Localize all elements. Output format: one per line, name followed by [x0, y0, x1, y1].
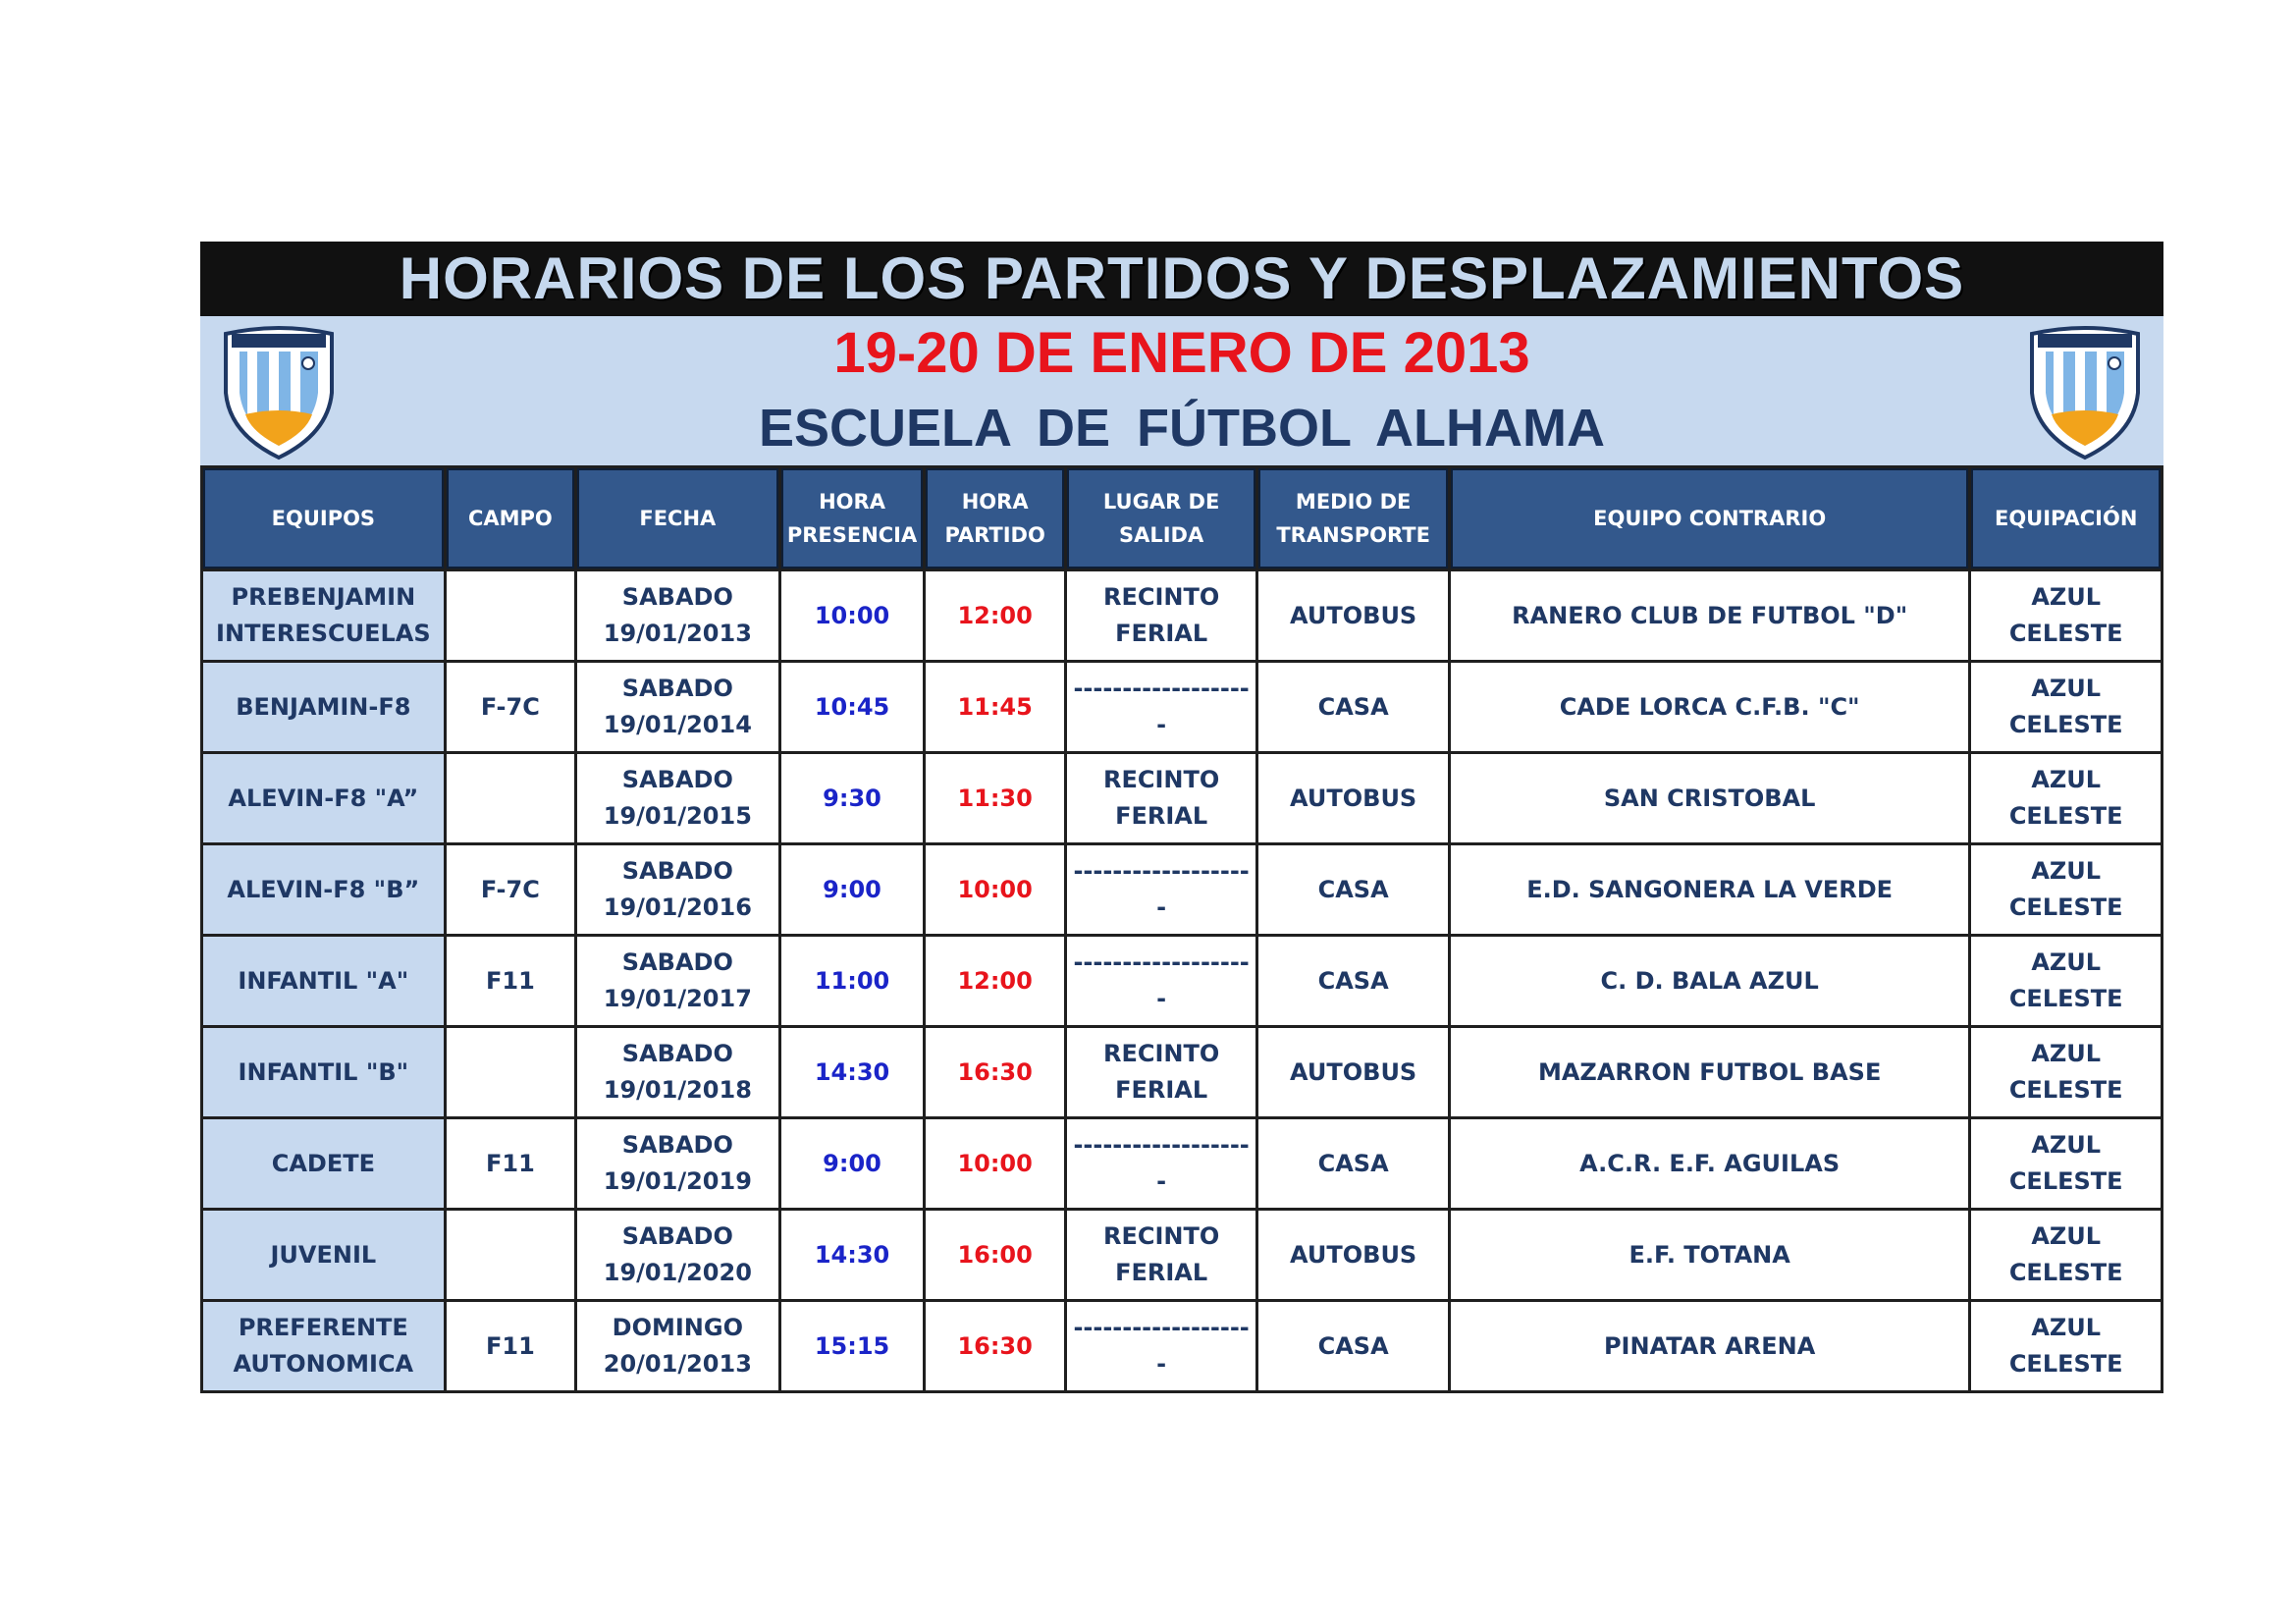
- cell-fecha: SABADO 19/01/2019: [577, 1119, 778, 1208]
- cell-equipo-contrario: A.C.R. E.F. AGUILAS: [1451, 1119, 1968, 1208]
- cell-medio-transporte: CASA: [1258, 1119, 1448, 1208]
- cell-equipo-contrario: C. D. BALA AZUL: [1451, 937, 1968, 1025]
- cell-lugar-salida: -------------------: [1067, 845, 1256, 934]
- cell-hora-partido: 10:00: [926, 1119, 1063, 1208]
- cell-campo: F-7C: [447, 663, 574, 751]
- cell-campo: F-7C: [447, 845, 574, 934]
- col-header-equipo-contrario: EQUIPO CONTRARIO: [1451, 468, 1968, 568]
- cell-equipacion: AZUL CELESTE: [1971, 845, 2161, 934]
- table-row: [203, 663, 2161, 751]
- cell-equipo-contrario: CADE LORCA C.F.B. "C": [1451, 663, 1968, 751]
- cell-equipo: ALEVIN-F8 "B”: [203, 845, 444, 934]
- cell-fecha: SABADO 19/01/2014: [577, 663, 778, 751]
- cell-equipo: INFANTIL "B": [203, 1028, 444, 1116]
- cell-hora-presencia: 11:00: [781, 937, 924, 1025]
- cell-equipacion: AZUL CELESTE: [1971, 1028, 2161, 1116]
- table-row: [203, 754, 2161, 842]
- cell-medio-transporte: CASA: [1258, 845, 1448, 934]
- cell-equipacion: AZUL CELESTE: [1971, 1211, 2161, 1299]
- club-crest-icon: [2024, 324, 2146, 461]
- cell-hora-partido: 16:30: [926, 1302, 1063, 1390]
- header-band: [200, 316, 2163, 465]
- cell-equipacion: AZUL CELESTE: [1971, 937, 2161, 1025]
- col-header-medio-transporte: MEDIO DE TRANSPORTE: [1258, 468, 1448, 568]
- date-heading: 19-20 DE ENERO DE 2013: [833, 321, 1530, 385]
- schedule-sheet: [200, 242, 2163, 1393]
- cell-lugar-salida: -------------------: [1067, 937, 1256, 1025]
- table-row: [203, 1119, 2161, 1208]
- cell-lugar-salida: RECINTO FERIAL: [1067, 754, 1256, 842]
- cell-campo: F11: [447, 1119, 574, 1208]
- cell-equipo-contrario: PINATAR ARENA: [1451, 1302, 1968, 1390]
- cell-hora-partido: 11:30: [926, 754, 1063, 842]
- col-header-campo: CAMPO: [447, 468, 574, 568]
- cell-equipo-contrario: RANERO CLUB DE FUTBOL "D": [1451, 571, 1968, 660]
- table-row: [203, 571, 2161, 660]
- cell-hora-presencia: 14:30: [781, 1028, 924, 1116]
- col-header-fecha: FECHA: [577, 468, 778, 568]
- cell-hora-presencia: 15:15: [781, 1302, 924, 1390]
- table-row: [203, 1302, 2161, 1390]
- col-header-equipacion: EQUIPACIÓN: [1971, 468, 2161, 568]
- cell-hora-partido: 12:00: [926, 937, 1063, 1025]
- cell-hora-presencia: 9:30: [781, 754, 924, 842]
- cell-equipacion: AZUL CELESTE: [1971, 1302, 2161, 1390]
- cell-fecha: SABADO 19/01/2018: [577, 1028, 778, 1116]
- cell-hora-presencia: 10:45: [781, 663, 924, 751]
- cell-equipacion: AZUL CELESTE: [1971, 663, 2161, 751]
- cell-equipo: CADETE: [203, 1119, 444, 1208]
- cell-lugar-salida: -------------------: [1067, 1119, 1256, 1208]
- cell-hora-presencia: 9:00: [781, 845, 924, 934]
- cell-medio-transporte: AUTOBUS: [1258, 571, 1448, 660]
- cell-campo: [447, 1211, 574, 1299]
- cell-campo: [447, 1028, 574, 1116]
- school-heading: ESCUELA DE FÚTBOL ALHAMA: [759, 399, 1605, 458]
- cell-hora-partido: 16:30: [926, 1028, 1063, 1116]
- cell-equipo: ALEVIN-F8 "A”: [203, 754, 444, 842]
- cell-equipo: INFANTIL "A": [203, 937, 444, 1025]
- cell-hora-presencia: 9:00: [781, 1119, 924, 1208]
- cell-medio-transporte: CASA: [1258, 937, 1448, 1025]
- cell-equipo: JUVENIL: [203, 1211, 444, 1299]
- cell-equipo-contrario: E.D. SANGONERA LA VERDE: [1451, 845, 1968, 934]
- cell-fecha: SABADO 19/01/2013: [577, 571, 778, 660]
- cell-hora-partido: 16:00: [926, 1211, 1063, 1299]
- club-crest-icon: [218, 324, 340, 461]
- cell-equipo-contrario: E.F. TOTANA: [1451, 1211, 1968, 1299]
- table-row: [203, 1028, 2161, 1116]
- cell-lugar-salida: RECINTO FERIAL: [1067, 571, 1256, 660]
- cell-fecha: SABADO 19/01/2016: [577, 845, 778, 934]
- cell-equipacion: AZUL CELESTE: [1971, 1119, 2161, 1208]
- schedule-table: [200, 465, 2163, 1393]
- cell-equipo: PREFERENTE AUTONOMICA: [203, 1302, 444, 1390]
- cell-equipo: BENJAMIN-F8: [203, 663, 444, 751]
- cell-campo: F11: [447, 1302, 574, 1390]
- cell-lugar-salida: -------------------: [1067, 663, 1256, 751]
- cell-lugar-salida: -------------------: [1067, 1302, 1256, 1390]
- col-header-hora-partido: HORA PARTIDO: [926, 468, 1063, 568]
- cell-fecha: SABADO 19/01/2020: [577, 1211, 778, 1299]
- cell-medio-transporte: CASA: [1258, 1302, 1448, 1390]
- cell-hora-presencia: 14:30: [781, 1211, 924, 1299]
- cell-equipo: PREBENJAMIN INTERESCUELAS: [203, 571, 444, 660]
- cell-campo: [447, 754, 574, 842]
- cell-campo: F11: [447, 937, 574, 1025]
- col-header-equipos: EQUIPOS: [203, 468, 444, 568]
- table-row: [203, 845, 2161, 934]
- page-title: HORARIOS DE LOS PARTIDOS Y DESPLAZAMIENTOS: [200, 242, 2163, 316]
- table-header-row: [203, 468, 2161, 568]
- cell-equipacion: AZUL CELESTE: [1971, 754, 2161, 842]
- cell-hora-partido: 10:00: [926, 845, 1063, 934]
- table-row: [203, 937, 2161, 1025]
- cell-medio-transporte: CASA: [1258, 663, 1448, 751]
- cell-fecha: SABADO 19/01/2015: [577, 754, 778, 842]
- cell-campo: [447, 571, 574, 660]
- cell-hora-partido: 12:00: [926, 571, 1063, 660]
- cell-lugar-salida: RECINTO FERIAL: [1067, 1211, 1256, 1299]
- cell-equipo-contrario: SAN CRISTOBAL: [1451, 754, 1968, 842]
- table-row: [203, 1211, 2161, 1299]
- cell-medio-transporte: AUTOBUS: [1258, 754, 1448, 842]
- cell-fecha: SABADO 19/01/2017: [577, 937, 778, 1025]
- cell-hora-partido: 11:45: [926, 663, 1063, 751]
- cell-equipo-contrario: MAZARRON FUTBOL BASE: [1451, 1028, 1968, 1116]
- col-header-lugar-salida: LUGAR DE SALIDA: [1067, 468, 1256, 568]
- cell-fecha: DOMINGO 20/01/2013: [577, 1302, 778, 1390]
- cell-equipacion: AZUL CELESTE: [1971, 571, 2161, 660]
- cell-medio-transporte: AUTOBUS: [1258, 1028, 1448, 1116]
- cell-hora-presencia: 10:00: [781, 571, 924, 660]
- cell-lugar-salida: RECINTO FERIAL: [1067, 1028, 1256, 1116]
- col-header-hora-presencia: HORA PRESENCIA: [781, 468, 924, 568]
- cell-medio-transporte: AUTOBUS: [1258, 1211, 1448, 1299]
